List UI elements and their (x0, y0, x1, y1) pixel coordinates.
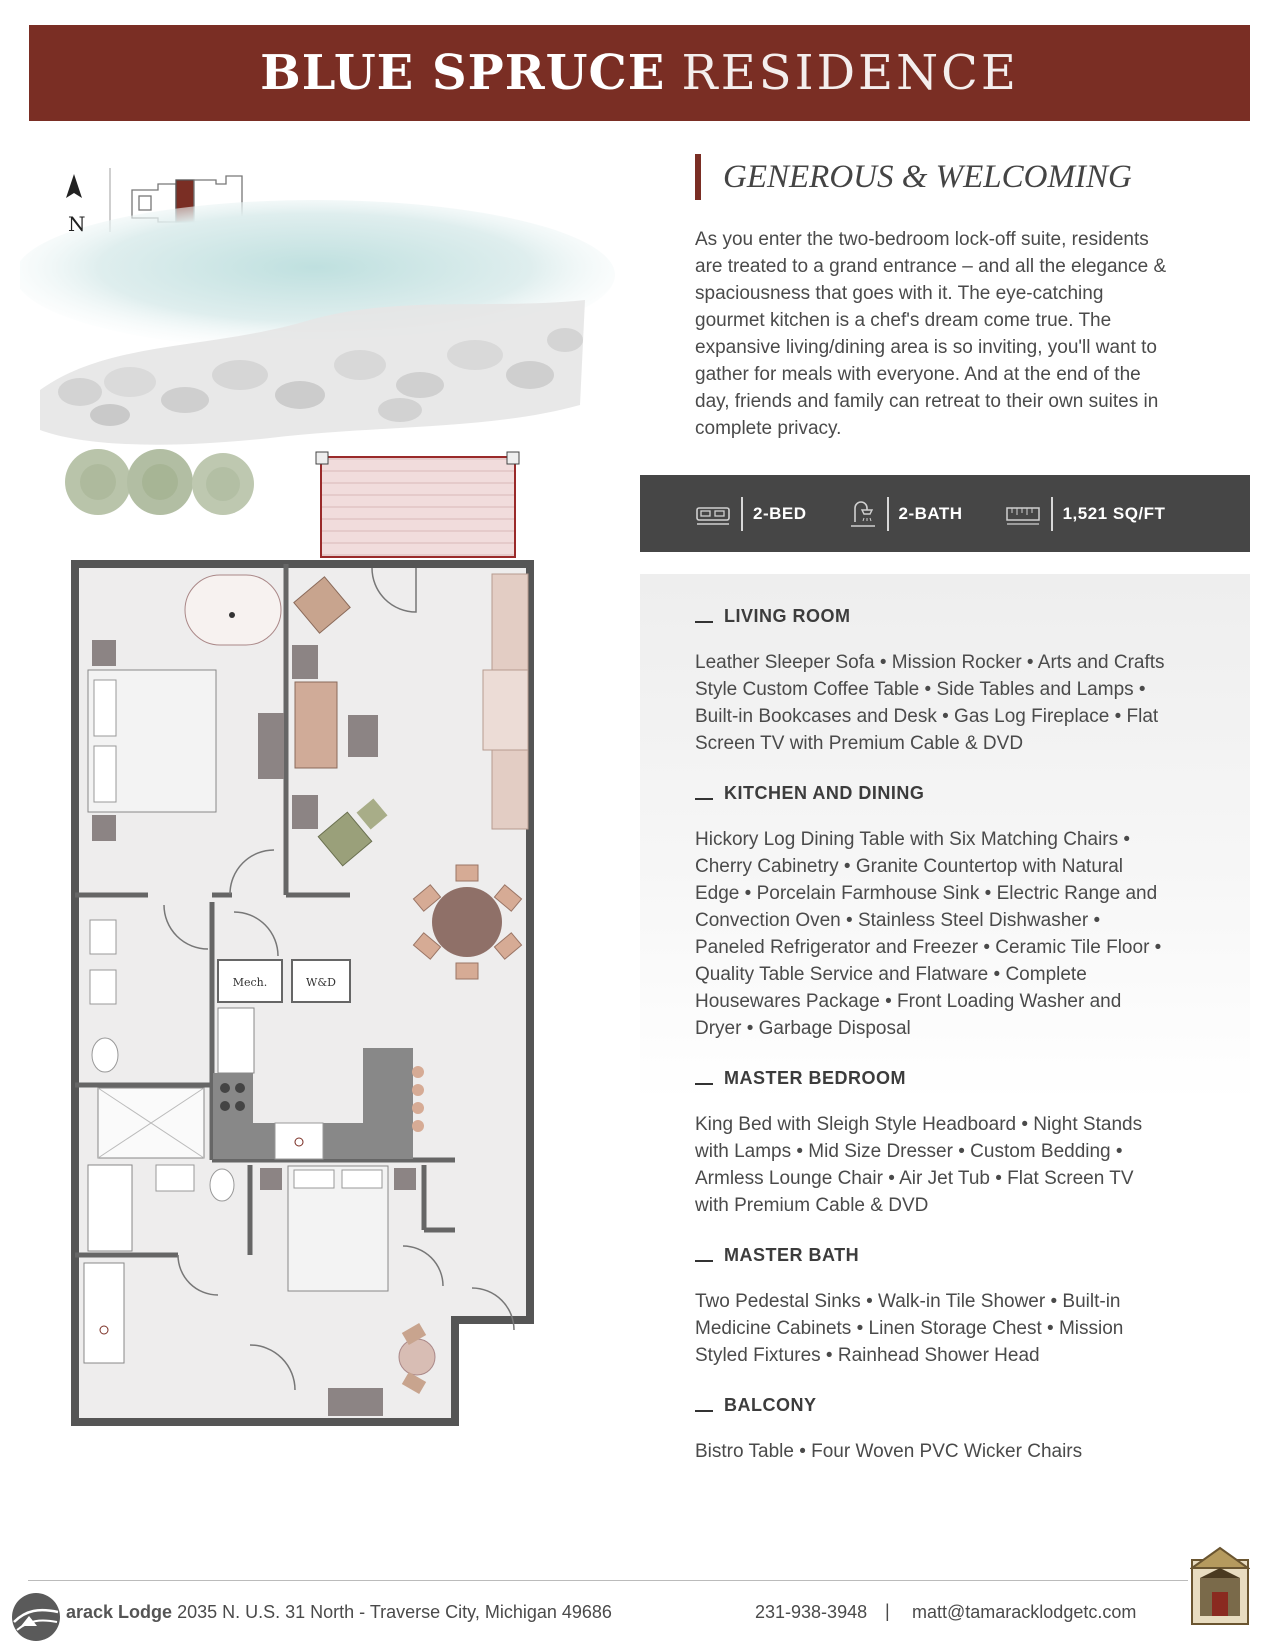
feature-line: Bistro Table • Four Woven PVC Wicker Chairs (695, 1441, 1083, 1462)
unit-stats-bar (640, 475, 1250, 552)
feature-balcony (695, 1395, 1210, 1465)
feature-line: Styled Fixtures • Rainhead Shower Head (695, 1345, 1040, 1366)
mech-label: Mech. (232, 976, 268, 989)
section-heading (695, 154, 1132, 200)
north-label: N (68, 212, 86, 236)
feature-title-text: LIVING ROOM (724, 606, 851, 626)
feature-line: Medicine Cabinets • Linen Storage Chest • Mission (695, 1318, 1124, 1339)
intro-line: As you enter the two-bedroom lock-off suite, residents (695, 229, 1149, 250)
feature-line: Two Pedestal Sinks • Walk-in Tile Shower • Built-in (695, 1291, 1121, 1312)
heading-accent-bar (695, 154, 701, 200)
balcony-deck (316, 452, 519, 557)
title-light: RESIDENCE (681, 45, 1019, 101)
sqft-label: 1,521 SQ/FT (1062, 503, 1166, 523)
feature-line: Paneled Refrigerator and Freezer • Ceramic Tile Floor • (695, 937, 1162, 958)
feature-living-room (695, 606, 1210, 757)
lodge-emblem-icon (1190, 1546, 1250, 1626)
intro-line: gourmet kitchen is a chef's dream come true. The (695, 310, 1112, 331)
lodge-name: arack Lodge (66, 1602, 173, 1622)
feature-description (695, 1111, 1210, 1219)
feature-description (695, 1288, 1210, 1369)
feature-line: Quality Table Service and Flatware • Complete (695, 964, 1087, 985)
beds-stat (695, 497, 807, 531)
intro-line: complete privacy. (695, 418, 842, 439)
stat-divider (741, 497, 743, 531)
feature-kitchen-dining (695, 783, 1210, 1042)
feature-line: Edge • Porcelain Farmhouse Sink • Electric Range and (695, 883, 1158, 904)
feature-line: Screen TV with Premium Cable & DVD (695, 733, 1024, 754)
feature-master-bath (695, 1245, 1210, 1369)
beds-label: 2-BED (753, 503, 807, 523)
shoreline-illustration (20, 200, 615, 445)
feature-description (695, 1438, 1210, 1465)
feature-description (695, 649, 1210, 757)
floor-plan (20, 160, 620, 1515)
address-text: 2035 N. U.S. 31 North - Traverse City, Michigan 49686 (177, 1602, 612, 1622)
feature-title (695, 1245, 1210, 1266)
phone-number[interactable]: 231-938-3948 (755, 1602, 868, 1622)
residence-title (260, 45, 1019, 101)
feature-line: Armless Lounge Chair • Air Jet Tub • Flat Screen TV (695, 1168, 1134, 1189)
baths-label: 2-BATH (898, 503, 963, 523)
footer-address (66, 1602, 612, 1623)
feature-line: Leather Sleeper Sofa • Mission Rocker • Arts and Crafts (695, 652, 1165, 673)
feature-line: Housewares Package • Front Loading Washer and (695, 991, 1122, 1012)
baths-stat (849, 497, 963, 531)
feature-title-text: BALCONY (724, 1395, 817, 1415)
footer-separator: | (885, 1601, 890, 1621)
feature-line: King Bed with Sleigh Style Headboard • Night Stands (695, 1114, 1143, 1135)
feature-title-text: MASTER BATH (724, 1245, 860, 1265)
feature-master-bedroom (695, 1068, 1210, 1219)
shower-icon (849, 500, 877, 528)
heading-text: GENEROUS & WELCOMING (723, 158, 1132, 195)
feature-title (695, 783, 1210, 804)
stat-divider (1051, 497, 1053, 531)
feature-line: Style Custom Coffee Table • Side Tables and Lamps • (695, 679, 1146, 700)
features-panel (640, 574, 1250, 1534)
title-banner (29, 25, 1250, 121)
feature-title (695, 1068, 1210, 1089)
feature-title-text: MASTER BEDROOM (724, 1068, 906, 1088)
intro-line: expansive living/dining area is so inviting, you'll want to (695, 337, 1157, 358)
feature-line: Convection Oven • Stainless Steel Dishwasher • (695, 910, 1101, 931)
wd-label: W&D (306, 976, 336, 989)
feature-line: Built-in Bookcases and Desk • Gas Log Fireplace • Flat (695, 706, 1159, 727)
intro-line: spaciousness that goes with it. The eye-catching (695, 283, 1104, 304)
stat-divider (887, 497, 889, 531)
intro-paragraph (695, 226, 1230, 442)
feature-line: with Premium Cable & DVD (695, 1195, 929, 1216)
tree-illustrations (65, 449, 254, 515)
title-bold: BLUE SPRUCE (260, 45, 666, 101)
feature-title-text: KITCHEN AND DINING (724, 783, 925, 803)
footer-divider (28, 1580, 1188, 1581)
feature-line: Dryer • Garbage Disposal (695, 1018, 911, 1039)
feature-description (695, 826, 1210, 1042)
sqft-stat (1005, 497, 1166, 531)
intro-line: gather for meals with everyone. And at the end of the (695, 364, 1141, 385)
lodge-logo-icon (11, 1592, 61, 1642)
feature-title (695, 606, 1210, 627)
feature-line: with Lamps • Mid Size Dresser • Custom Bedding • (695, 1141, 1123, 1162)
ruler-icon (1005, 502, 1041, 526)
intro-line: day, friends and family can retreat to their own suites in (695, 391, 1159, 412)
bed-icon (695, 502, 731, 526)
intro-line: are treated to a grand entrance – and all the elegance & (695, 256, 1167, 277)
floor-plan-drawing (20, 160, 620, 1515)
email-link[interactable]: matt@tamaracklodgetc.com (912, 1602, 1137, 1622)
north-arrow-icon (66, 174, 82, 198)
feature-line: Hickory Log Dining Table with Six Matching Chairs • (695, 829, 1131, 850)
feature-title (695, 1395, 1210, 1416)
feature-line: Cherry Cabinetry • Granite Countertop with Natural (695, 856, 1124, 877)
